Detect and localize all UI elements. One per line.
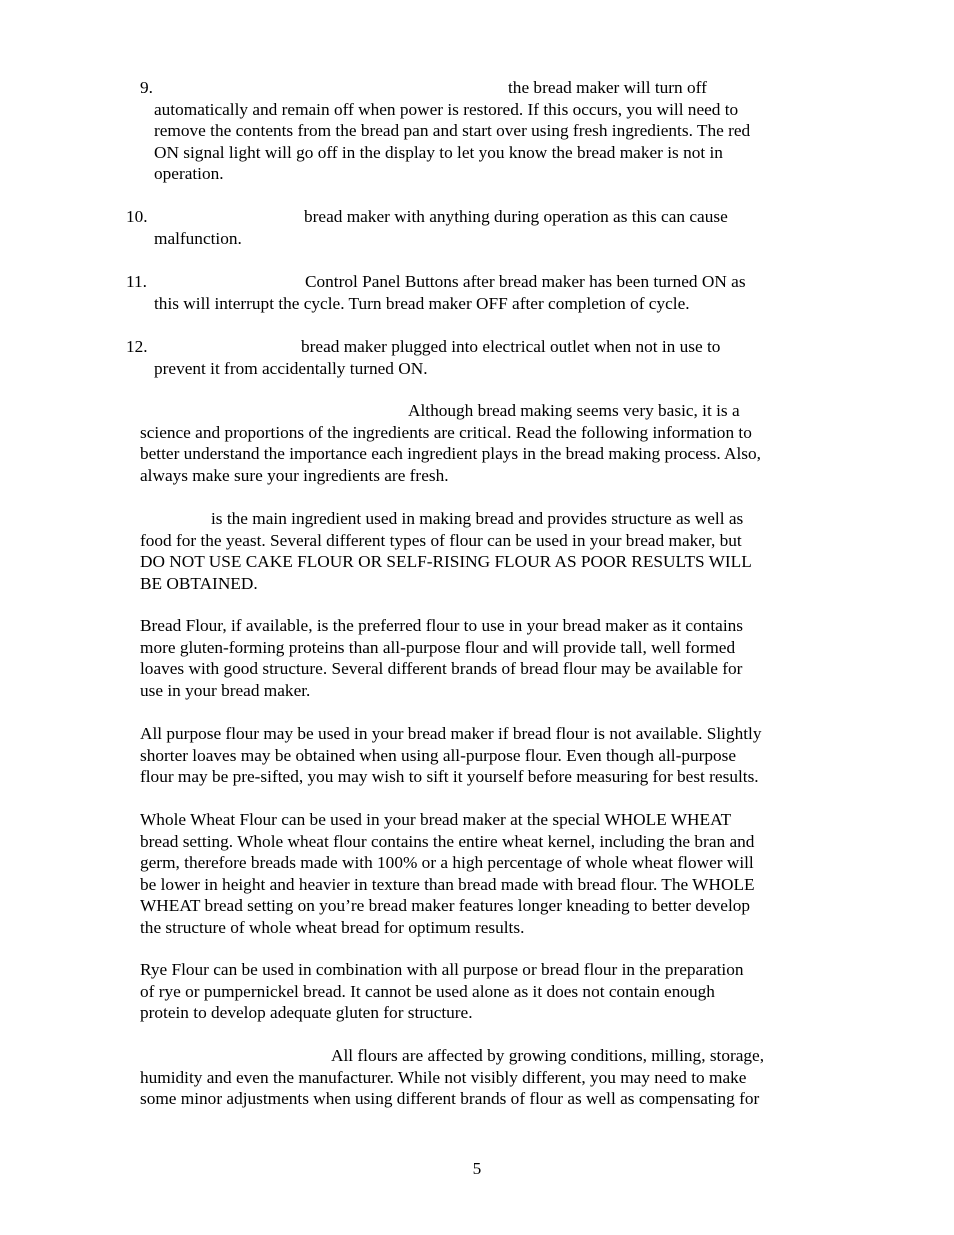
list-item-first-line: the bread maker will turn off [508, 78, 707, 97]
list-item-first-line: bread maker plugged into electrical outlet when not in use to [301, 337, 721, 356]
text-line: bread setting. Whole wheat flour contains the entire wheat kernel, including the bran and [140, 831, 755, 851]
text-line: prevent it from accidentally turned ON. [154, 358, 428, 378]
list-item-first-line: Control Panel Buttons after bread maker has been turned ON as [305, 272, 746, 291]
text-line: remove the contents from the bread pan and start over using fresh ingredients. The red [154, 121, 751, 141]
text-line: some minor adjustments when using different brands of flour as well as compensating for [140, 1089, 760, 1109]
paragraph-first-line: Although bread making seems very basic, it is a [408, 401, 740, 420]
text-line: more gluten-forming proteins than all-purpose flour and will provide tall, well formed [140, 637, 736, 657]
paragraph-body [140, 1067, 820, 1110]
text-line: Rye Flour can be used in combination with all purpose or bread flour in the preparation [140, 960, 744, 979]
text-line: automatically and remain off when power is restored. If this occurs, you will need to [154, 99, 739, 119]
text-line: Bread Flour, if available, is the preferred flour to use in your bread maker as it contains [140, 616, 743, 635]
text-line: All purpose flour may be used in your bread maker if bread flour is not available. Slightly [140, 724, 762, 743]
list-item-number: 11. [126, 272, 147, 291]
text-line: always make sure your ingredients are fresh. [140, 465, 449, 485]
text-line: use in your bread maker. [140, 680, 311, 700]
text-line: Whole Wheat Flour can be used in your bread maker at the special WHOLE WHEAT [140, 810, 732, 829]
text-line: the structure of whole wheat bread for optimum results. [140, 917, 525, 937]
paragraph-body [140, 530, 820, 595]
bread-flour-paragraph [140, 615, 820, 701]
paragraph-body [140, 422, 820, 487]
page-number: 5 [472, 1159, 482, 1178]
text-line: malfunction. [154, 228, 242, 248]
list-item-body [154, 99, 814, 185]
text-line: science and proportions of the ingredients are critical. Read the following information to [140, 422, 752, 442]
text-line: humidity and even the manufacturer. While not visibly different, you may need to make [140, 1067, 747, 1087]
text-line: germ, therefore breads made with 100% or a high percentage of whole wheat flower will [140, 853, 754, 873]
list-item-body [154, 293, 814, 315]
paragraph-first-line: All flours are affected by growing conditions, milling, storage, [331, 1046, 765, 1065]
text-line: flour may be pre-sifted, you may wish to sift it yourself before measuring for best results. [140, 767, 759, 787]
list-item-number: 12. [126, 337, 148, 356]
text-line: loaves with good structure. Several different brands of bread flour may be available for [140, 659, 743, 679]
text-line: be lower in height and heavier in texture than bread made with bread flour. The WHOLE [140, 874, 755, 894]
list-item-body [154, 358, 814, 380]
text-line: better understand the importance each ingredient plays in the bread making process. Also, [140, 444, 761, 464]
text-line: shorter loaves may be obtained when using all-purpose flour. Even though all-purpose [140, 745, 737, 765]
text-line: this will interrupt the cycle. Turn bread maker OFF after completion of cycle. [154, 293, 690, 313]
rye-flour-paragraph [140, 959, 820, 1024]
list-item-body [154, 228, 814, 250]
text-line: ON signal light will go off in the display to let you know the bread maker is not in [154, 142, 723, 162]
text-line: WHEAT bread setting on you’re bread maker features longer kneading to better develop [140, 896, 751, 916]
text-line: food for the yeast. Several different types of flour can be used in your bread maker, but [140, 530, 742, 550]
text-line: of rye or pumpernickel bread. It cannot be used alone as it does not contain enough [140, 981, 715, 1001]
text-line: DO NOT USE CAKE FLOUR OR SELF-RISING FLOUR AS POOR RESULTS WILL [140, 552, 752, 572]
all-purpose-flour-paragraph [140, 723, 820, 788]
list-item-number: 9. [140, 78, 153, 97]
text-line: BE OBTAINED. [140, 573, 258, 593]
text-line: operation. [154, 164, 224, 184]
list-item-first-line: bread maker with anything during operation as this can cause [304, 207, 728, 226]
paragraph-first-line: is the main ingredient used in making bread and provides structure as well as [211, 509, 744, 528]
whole-wheat-flour-paragraph [140, 809, 820, 939]
text-line: protein to develop adequate gluten for structure. [140, 1003, 473, 1023]
list-item-number: 10. [126, 207, 148, 226]
